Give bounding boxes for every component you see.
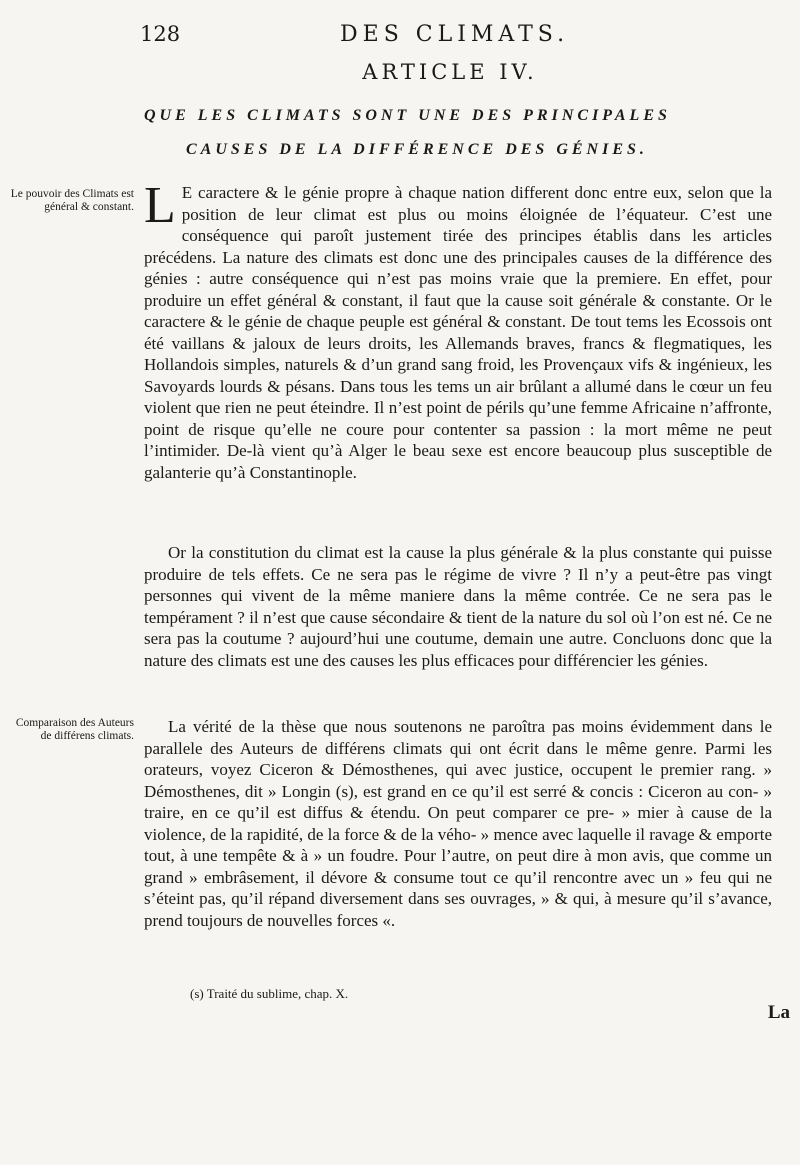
running-head xyxy=(140,22,780,56)
footnote: (s) Traité du sublime, chap. X. xyxy=(190,986,349,1001)
running-title: DES CLIMATS. xyxy=(340,22,570,47)
page-number: 128 xyxy=(140,22,181,46)
drop-cap: L xyxy=(144,177,176,234)
margin-note-2: Comparaison des Auteurs de différens climats. xyxy=(15,717,134,742)
catchword: La xyxy=(767,1002,790,1023)
margin-note-1: Le pouvoir des Climats est général & constant. xyxy=(10,188,134,213)
article-heading: ARTICLE IV. xyxy=(362,60,538,84)
paragraph-2: Or la constitution du climat est la cause la plus générale & la plus constante qui puisse produire de tels effets. Ce ne sera pas le régime de vivre ? Il n’y a peut-être pas vingt personnes qui vivent de la même maniere dans la même contrée. Ce ne sera pas le tempérament ? il n’est que cause sécondaire & tient de la nature du sol où l’on est né. Ce ne sera pas la coutume ? aujourd’hui une coutume, demain une autre. Concluons donc que la nature des climats est une des causes les plus efficaces pour différencier les génies. xyxy=(144,543,772,670)
paragraph-1 xyxy=(144,177,772,483)
article-subtitle-line-2: CAUSES DE LA DIFFÉRENCE DES GÉNIES. xyxy=(186,141,648,158)
paragraph-3: La vérité de la thèse que nous soutenons ne paroîtra pas moins évidemment dans le parallele des Auteurs de différens climats qui ont écrit dans le même genre. Parmi les orateurs, voyez Ciceron & Démosthenes, qui avec justice, occupent le premier rang. » Démosthenes, dit » Longin (s), est grand en ce qu’il est serré & concis : Ciceron au con- » traire, en ce qu’il est diffus & étendu. On peut comparer ce pre- » mier à cause de la violence, de la rapidité, de la force & de la vého- » mence avec laquelle il ravage & emporte tout, à une tempête & à » un foudre. Pour l’autre, on peut dire à mon avis, que comme un grand » embrâsement, il dévore & consume tout ce qu’il rencontre avec un » feu qui ne s’éteint pas, qu’il répand diversement dans ses ouvrages, » & qui, à mesure qu’il s’avance, prend toujours de nouvelles forces «. xyxy=(144,717,772,930)
article-subtitle-line-1: QUE LES CLIMATS SONT UNE DES PRINCIPALES xyxy=(144,107,671,124)
paragraph-1-text: E caractere & le génie propre à chaque nation different donc entre eux, selon que la position de leur climat est plus ou moins éloignée de l’équateur. C’est une conséquence qui paroît justement tirée des principes établis dans les articles précédens. La nature des climats est donc une des principales causes de la différence des génies : autre conséquence qui n’est pas moins vraie que la premiere. En effet, pour produire un effet général & constant, il faut que la cause soit générale & constante. Or le caractere & le génie de chaque peuple est général & constant. De tout tems les Ecossois ont été vaillans & jaloux de leurs droits, les Allemands braves, francs & flegmatiques, les Hollandois simples, naturels & d’un grand sang froid, les Provençaux vifs & ingénieux, les Savoyards lourds & pésans. Dans tous les tems un air brûlant a allumé dans le cœur un feu violent que rien ne peut éteindre. Il n’est point de périls qu’une femme Africaine n’affronte, point de risque qu’elle ne coure pour contenter sa passion : la mort même ne peut l’intimider. De-là vient qu’à Alger le beau sexe est encore beaucoup plus susceptible de galanterie qu’à Constantinople. xyxy=(144,183,772,482)
